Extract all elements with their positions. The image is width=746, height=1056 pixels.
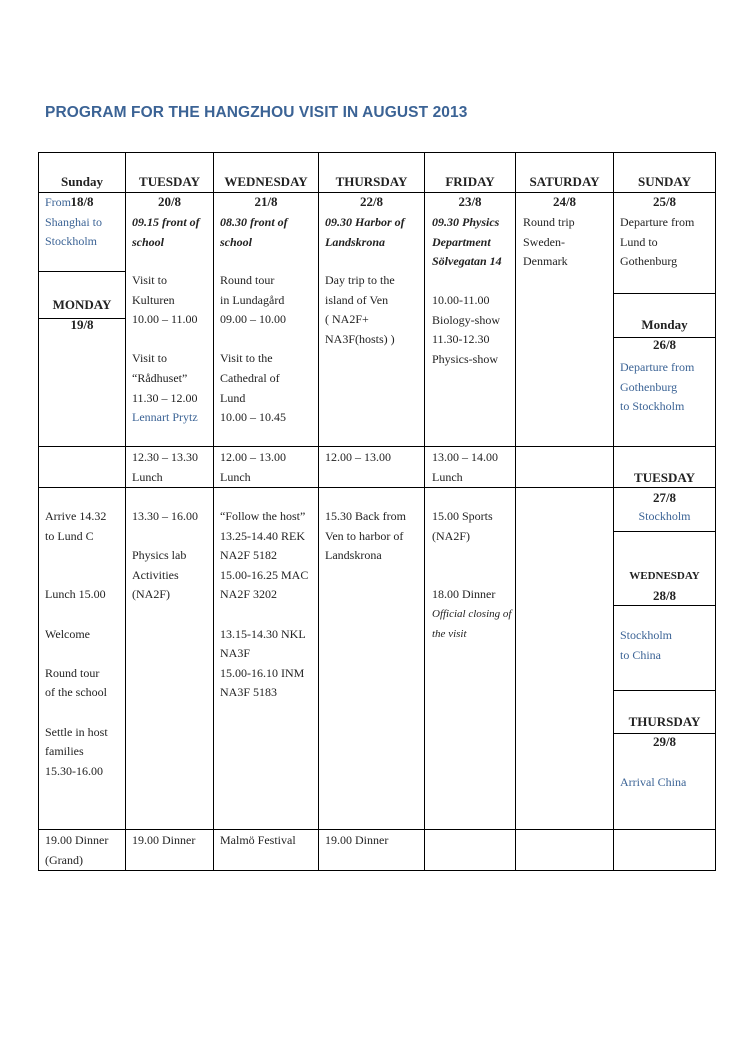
thursday-29-header: THURSDAY 29/8	[628, 714, 701, 749]
wednesday-28-travel: Stockholm to China	[620, 628, 673, 662]
tuesday-afternoon: 13.30 – 16.00 Physics lab Activities (NA2F)	[132, 509, 198, 602]
friday-closing: Official closing of the visit	[432, 608, 512, 640]
page-title: PROGRAM FOR THE HANGZHOU VISIT IN AUGUST 2013	[45, 104, 468, 121]
header-sunday-25: SUNDAY 25/8	[638, 174, 691, 209]
tuesday-meeting-point: 09.15 front of school	[132, 215, 200, 249]
wednesday-28-header: WEDNESDAY 28/8	[629, 570, 700, 603]
sunday-25-departure: Departure from Lund to Gothenburg	[620, 215, 695, 269]
schedule-table	[38, 152, 716, 871]
thursday-lunch: 12.00 – 13.00	[325, 450, 391, 464]
friday-lunch: 13.00 – 14.00 Lunch	[432, 450, 498, 484]
monday-19-header: MONDAY 19/8	[52, 297, 112, 332]
tuesday-27-location: Stockholm	[638, 509, 691, 523]
tuesday-visits: Visit to Kulturen 10.00 – 11.00 Visit to “Rådhuset” 11.30 – 12.00	[132, 273, 198, 405]
tuesday-person: Lennart Prytz	[132, 410, 198, 424]
friday-meeting-point: 09.30 Physics Department Sölvegatan 14	[432, 215, 502, 269]
header-thursday-22: THURSDAY 22/8	[335, 174, 408, 209]
wednesday-meeting-point: 08.30 front of school	[220, 215, 288, 249]
wednesday-visits: Round tour in Lundagård 09.00 – 10.00 Visit to the Cathedral of Lund 10.00 – 10.45	[220, 273, 286, 425]
tuesday-27-header: TUESDAY 27/8	[634, 470, 695, 505]
sunday-18-travel: From Shanghai to Stockholm	[45, 195, 102, 248]
monday-26-travel: Departure from Gothenburg to Stockholm	[620, 360, 695, 414]
thursday-meeting-point: 09.30 Harbor of Landskrona	[325, 215, 405, 249]
header-wednesday-21: WEDNESDAY 21/8	[224, 174, 308, 209]
sunday-18-program: Arrive 14.32 to Lund C Lunch 15.00 Welcome Round tour of the school Settle in host families 15.30-16.00	[45, 509, 108, 778]
wednesday-lunch: 12.00 – 13.00 Lunch	[220, 450, 286, 484]
thursday-afternoon: 15.30 Back from Ven to harbor of Landskrona	[325, 509, 406, 563]
header-friday-23: FRIDAY 23/8	[445, 174, 495, 209]
thursday-dinner: 19.00 Dinner	[325, 833, 389, 847]
wednesday-afternoon: “Follow the host” 13.25-14.40 REK NA2F 5182 15.00-16.25 MAC NA2F 3202 13.15-14.30 NKL NA3F 15.00-16.10 INM NA3F 5183	[220, 509, 309, 700]
wednesday-evening: Malmö Festival	[220, 833, 296, 847]
monday-26-header: Monday 26/8	[641, 317, 688, 352]
tuesday-lunch: 12.30 – 13.30 Lunch	[132, 450, 198, 484]
header-saturday-24: SATURDAY 24/8	[529, 174, 600, 209]
saturday-trip: Round trip Sweden- Denmark	[523, 215, 575, 269]
tuesday-dinner: 19.00 Dinner	[132, 833, 196, 847]
header-sunday-18: Sunday 18/8	[61, 174, 103, 209]
thursday-29-arrival: Arrival China	[620, 775, 687, 789]
sunday-18-dinner: 19.00 Dinner (Grand)	[45, 833, 109, 867]
friday-afternoon: 15.00 Sports (NA2F) 18.00 Dinner	[432, 509, 496, 602]
thursday-trip: Day trip to the island of Ven ( NA2F+ NA3F(hosts) )	[325, 273, 395, 346]
header-tuesday-20: TUESDAY 20/8	[139, 174, 200, 209]
friday-shows: 10.00-11.00 Biology-show 11.30-12.30 Physics-show	[432, 293, 501, 366]
